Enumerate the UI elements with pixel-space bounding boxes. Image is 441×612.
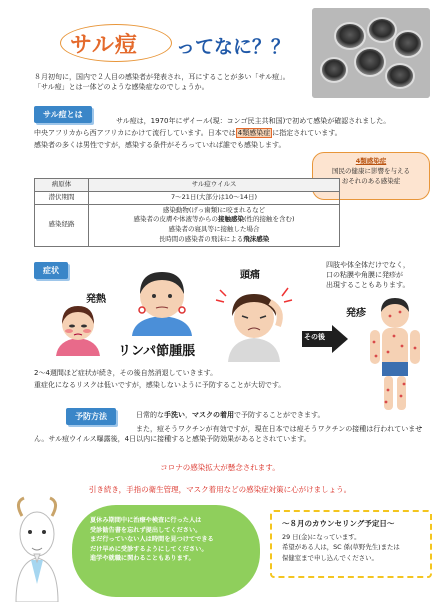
section-tag-about: サル痘とは — [34, 106, 92, 123]
counseling-title: ～８月のカウンセリング予定日～ — [282, 519, 395, 528]
prevention-p1: 日常的な手洗い，マスクの着用で予防することができます。 — [136, 411, 325, 419]
headache-label: 頭痛 — [240, 270, 260, 281]
about-p1: サル痘は，1970年にザイール(現：コンゴ民主共和国)で初めて感染が確認されました。 — [116, 117, 391, 125]
warning-line-2: 引き続き，手指の衛生管理，マスク着用などの感染症対策に心がけましょう。 — [88, 485, 352, 494]
lymph-boy-illustration — [122, 266, 202, 336]
goat-doctor-illustration — [4, 494, 70, 602]
category-highlight: 4類感染症 — [237, 129, 271, 137]
intro-text: ８月初旬に，国内で２人目の感染者が発表され，耳にすることが多い「サル痘」。 「サル痘」とは一体どのような感染症なのでしょうか。 — [34, 73, 290, 92]
category-callout: 4類感染症 国民の健康に影響を与える おそれのある感染症 — [312, 152, 430, 200]
fever-label: 発熱 — [86, 294, 106, 305]
warning-line-1: コロナの感染拡大が懸念されます。 — [160, 463, 280, 472]
notice-text: 夏休み期間中に治療や検査に行った人は 受診勧告書を忘れず提出してください。 まだ行っていない人は時間を見つけてできる だけ早めに受診するようにしてください。 進学や就職に関わることもあります。 — [90, 517, 214, 563]
counseling-body: 29 日(金)になっています。 希望がある人は，SC 係(草野先生)または 保健室まで申し込んでください。 — [282, 533, 400, 562]
section-tag-prevention: 予防方法 — [66, 408, 116, 425]
after-description: 四肢や体全体だけでなく， 口の粘膜や角膜に発疹が 出現することもあります。 — [326, 261, 410, 290]
rash-boy-illustration — [360, 296, 430, 414]
rash-label: 発疹 — [346, 308, 366, 319]
table-row: 潜伏期間 7～21日(大部分は10～14日) — [35, 191, 340, 204]
about-p3: 感染者の多くは男性ですが，感染する条件がそろっていれば誰でも感染します。 — [34, 141, 286, 149]
prevention-p2: また，痘そうワクチンが有効ですが，現在日本では痘そうワクチンの接種は行われていません。サル痘ウイルス曝露後，4日以内に接種すると感染予防効果があるとされています。 — [34, 425, 423, 444]
table-row: 病原体 サル痘ウイルス — [35, 179, 340, 192]
title-rest: ってなに？？ — [176, 36, 291, 58]
section-tag-symptoms: 症状 — [34, 262, 68, 279]
about-p2: 中央アフリカから西アフリカにかけて流行しています。日本では 4類感染症 に指定されています。 — [34, 129, 342, 137]
lymph-label: リンパ節腫脹 — [118, 344, 196, 359]
fever-girl-illustration — [48, 300, 108, 356]
headache-girl-illustration — [212, 280, 296, 362]
table-row: 感染経路 感染動物(げっ歯類)に咬まれるなど 感染者の皮膚や体液等からの接触感染(性的接触を含む) 感染者の寝具等に接触した場合 長時間の感染者の飛沫による飛沫感染 — [35, 204, 340, 246]
symptom-p1: 2～4週間ほど症状が続き，その後自然消退していきます。 — [34, 369, 218, 377]
info-table — [34, 178, 340, 247]
symptom-p2: 重症化になるリスクは低いですが，感染しないように予防することが大切です。 — [34, 381, 286, 389]
title-word: サル痘 — [70, 33, 138, 58]
after-label: その後 — [304, 333, 325, 341]
virus-micrograph-image — [312, 8, 430, 98]
